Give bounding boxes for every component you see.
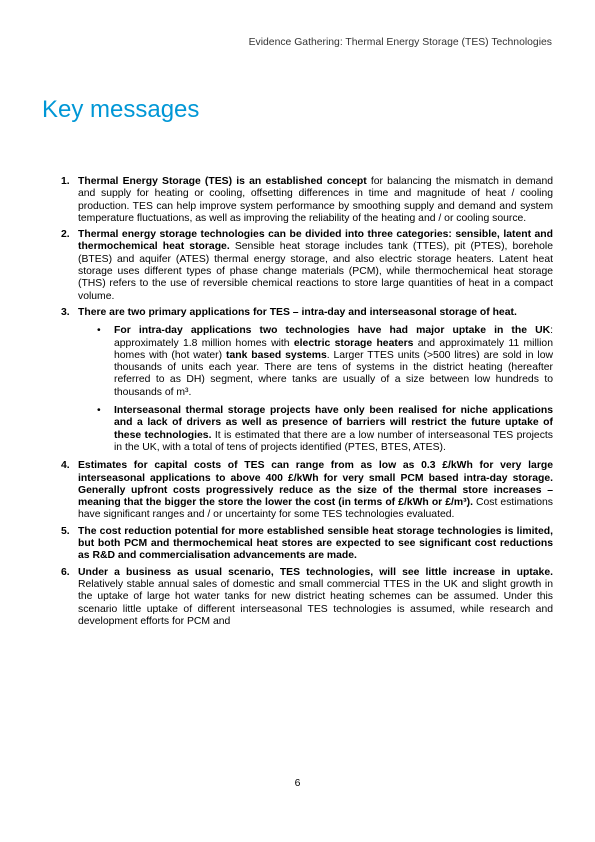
bullet-text: : approximately 1.8 million homes with xyxy=(114,325,553,349)
list-item xyxy=(58,176,553,225)
bullet-text: . Larger TTES units (>500 litres) are sold in low thousands of units each year. There are tens of systems in the district heating (hereafter referred to as DH) segment, where tanks are usually of a size between low hundreds to thousands of m³. xyxy=(114,349,553,398)
list-item xyxy=(58,526,553,563)
list-item xyxy=(58,567,553,628)
bullet-bold-text: Interseasonal thermal storage projects have only been realised for niche applications and a lack of drivers as well as presence of barriers will restrict the future uptake of these technologies. xyxy=(114,405,553,441)
item-bold-text: There are two primary applications for TES – intra-day and interseasonal storage of heat. xyxy=(78,306,517,318)
item-text: Relatively stable annual sales of domestic and small commercial TTES in the UK and slight growth in the uptake of large hot water tanks for new district heating schemes can be assumed. Under this scenario little uptake of different interseasonal TES technologies is assumed, while research and development efforts for PCM and xyxy=(78,578,553,627)
item-number: 6. xyxy=(61,566,70,578)
list-item xyxy=(58,307,553,454)
bullet-icon: • xyxy=(97,405,101,417)
page-title: Key messages xyxy=(42,96,200,123)
list-item xyxy=(58,229,553,303)
item-number: 3. xyxy=(61,306,70,318)
item-bold-text: Estimates for capital costs of TES can range from as low as 0.3 £/kWh for very large interseasonal applications to above 400 £/kWh for very small PCM based intra-day storage. Generally upfront costs progressively reduce as the size of the thermal store increases – meaning that the bigger the store the lower the cost (in terms of £/kWh or £/m³). xyxy=(78,460,553,509)
bullet-text: It is estimated that there are a low number of interseasonal TES projects in the UK, with a total of tens of projects identified (PTES, BTES, ATES). xyxy=(114,429,553,453)
item-number: 4. xyxy=(61,460,70,472)
bullet-text: and approximately 11 million homes with (hot water) xyxy=(114,337,553,361)
item-bold-text: Thermal Energy Storage (TES) is an established concept xyxy=(78,176,367,187)
item-bold-text: Under a business as usual scenario, TES technologies, will see little increase in uptake. xyxy=(78,566,553,578)
running-header: Evidence Gathering: Thermal Energy Storage (TES) Technologies xyxy=(248,37,552,48)
page-number: 6 xyxy=(294,778,301,789)
item-bold-text: The cost reduction potential for more established sensible heat storage technologies is limited, but both PCM and thermochemical heat stores are expected to see significant cost reductions as R&D and commercialisation advancements are made. xyxy=(78,525,553,562)
item-bold-text: Thermal energy storage technologies can be divided into three categories: sensible, latent and thermochemical heat storage. xyxy=(78,229,553,253)
item-text: for balancing the mismatch in demand and supply for heating or cooling, offsetting differences in time and magnitude of heat / cooling production. TES can help improve system performance by smoothing supply and demand and system temperature fluctuations, as well as improving the reliability of the heating and / or cooling source. xyxy=(78,176,553,224)
item-text: Cost estimations have significant ranges and / or uncertainty for some TES technologies evaluated. xyxy=(78,497,553,521)
item-number: 1. xyxy=(61,176,70,187)
bullet-item xyxy=(94,405,553,454)
key-messages-list xyxy=(58,176,553,632)
item-number: 5. xyxy=(61,525,70,537)
item-number: 2. xyxy=(61,229,70,241)
bullet-icon: • xyxy=(97,325,101,337)
bullet-bold-text: tank based systems xyxy=(225,349,327,361)
list-item xyxy=(58,460,553,521)
item-text: Sensible heat storage includes tank (TTES), pit (PTES), borehole (BTES) and aquifer (ATES) thermal energy storage, and also electric storage heaters. Latent heat storage uses different types of phase change materials (PCM), while thermochemical heat storage (THS) refers to the use of reversible chemical reactions to store large quantities of heat in a compact volume. xyxy=(78,241,553,302)
bullet-list xyxy=(78,325,553,454)
bullet-bold-text: electric storage heaters xyxy=(293,337,414,349)
bullet-bold-text: For intra-day applications two technologies have had major uptake in the UK xyxy=(114,325,551,337)
bullet-item xyxy=(94,325,553,399)
